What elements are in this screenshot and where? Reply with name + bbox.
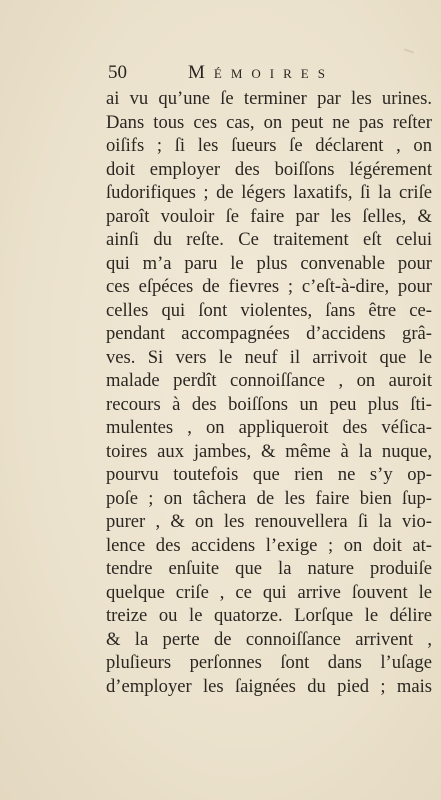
- page-header: [108, 62, 408, 86]
- text-line: d’employer les ſaignées du pied ; mais: [106, 675, 432, 697]
- text-line: & la perte de connoiſſance arrivent ,: [106, 628, 432, 650]
- text-line: ſudorifiques ; de légers laxatifs, ſi la criſe: [106, 182, 432, 203]
- text-line: ainſi du reſte. Ce traitement eſt celui: [106, 229, 432, 250]
- text-line: recours à des boiſſons un peu plus ſti-: [106, 393, 432, 415]
- body-text: [106, 87, 432, 698]
- text-line: ai vu qu’une ſe terminer par les urines.: [106, 88, 432, 109]
- text-line: doit employer des boiſſons légérement: [106, 158, 432, 180]
- text-line: celles qui ſont violentes, ſans être ce-: [106, 299, 432, 321]
- running-title: Mémoires: [188, 62, 334, 83]
- text-line: malade perdît connoiſſance , on auroit: [106, 370, 432, 391]
- paper-mark: [404, 48, 414, 53]
- text-line: ces eſpéces de fievres ; c’eſt-à-dire, pour: [106, 276, 432, 297]
- text-line: quelque criſe , ce qui arrive ſouvent le: [106, 581, 432, 603]
- text-line: pluſieurs perſonnes ſont dans l’uſage: [106, 652, 432, 673]
- text-line: toires aux jambes, & même à la nuque,: [106, 440, 432, 462]
- text-line: poſe ; on tâchera de les faire bien ſup-: [106, 487, 432, 509]
- text-line: purer , & on les renouvellera ſi la vio-: [106, 511, 432, 532]
- text-line: Dans tous ces cas, on peut ne pas reſter: [106, 111, 432, 133]
- text-line: qui m’a paru le plus convenable pour: [106, 252, 432, 274]
- text-line: treize ou le quatorze. Lorſque le délire: [106, 605, 432, 626]
- text-line: tendre enſuite que la nature produiſe: [106, 558, 432, 579]
- page-number: 50: [108, 62, 127, 83]
- text-line: pourvu toutefois que rien ne s’y op-: [106, 464, 432, 485]
- text-line: mulentes , on appliqueroit des véſica-: [106, 417, 432, 438]
- text-line: ves. Si vers le neuf il arrivoit que le: [106, 346, 432, 368]
- text-line: paroît vouloir ſe faire par les ſelles, &: [106, 205, 432, 227]
- text-line: oiſifs ; ſi les ſueurs ſe déclarent , on: [106, 135, 432, 156]
- text-line: pendant accompagnées d’accidens grâ-: [106, 323, 432, 344]
- text-line: lence des accidens l’exige ; on doit at-: [106, 534, 432, 556]
